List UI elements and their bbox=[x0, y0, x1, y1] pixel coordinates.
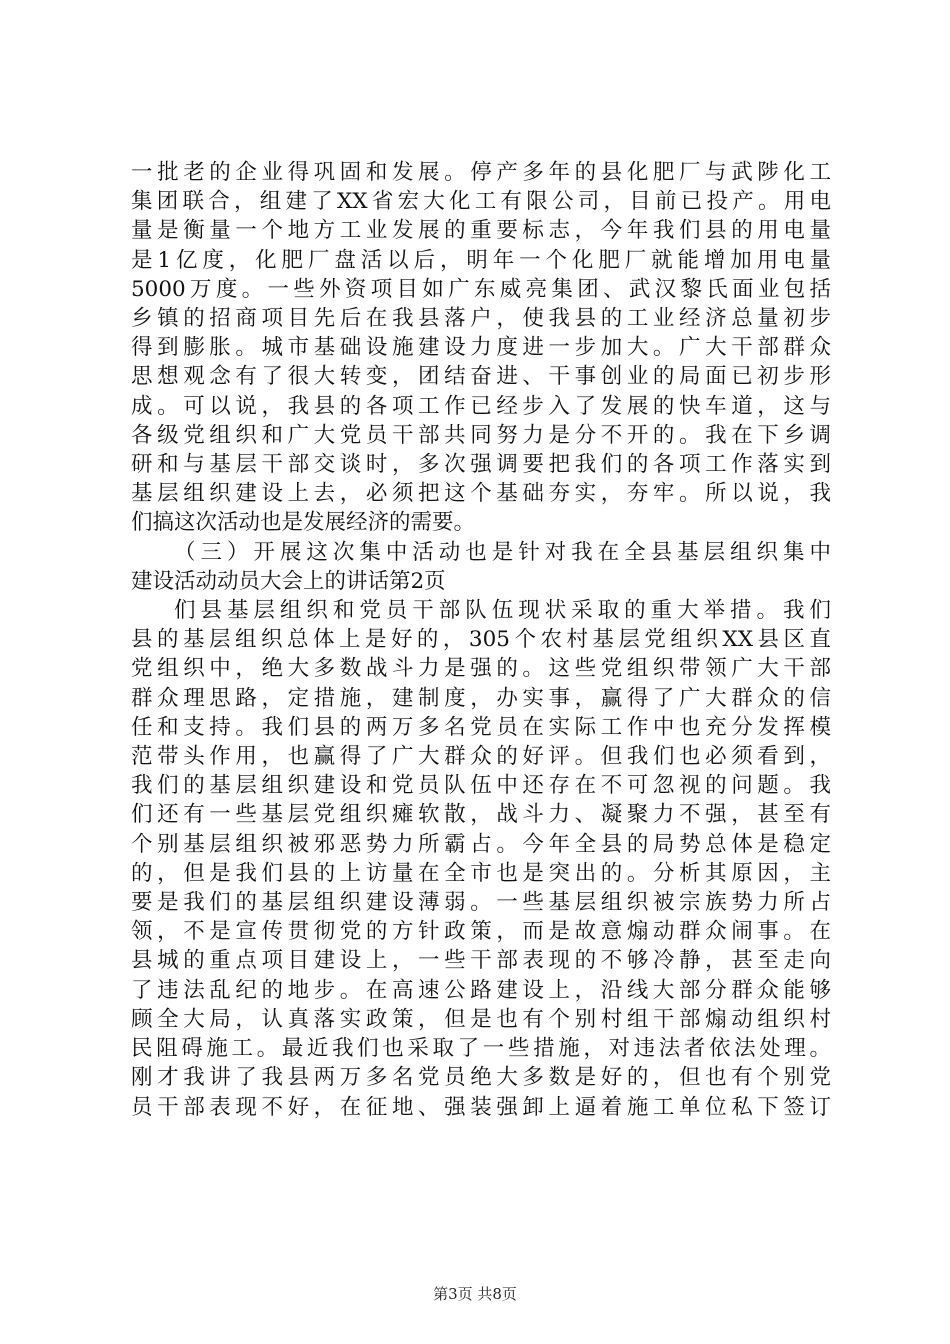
text-line: 个别基层组织被邪恶势力所霸占。今年全县的局势总体是稳定 bbox=[131, 831, 831, 857]
page-number: 第3页 共8页 bbox=[433, 1285, 517, 1303]
text-line: 各级党组织和广大党员干部共同努力是分不开的。我在下乡调 bbox=[131, 422, 831, 448]
text-line: 我们的基层组织建设和党员队伍中还存在不可忽视的问题。我 bbox=[131, 773, 831, 799]
text-line: 刚才我讲了我县两万多名党员绝大多数是好的，但也有个别党 bbox=[131, 1065, 831, 1091]
text-line: 群众理思路，定措施，建制度，办实事，赢得了广大群众的信 bbox=[131, 685, 831, 711]
text-line: 5000万度。一些外资项目如广东威亮集团、武汉黎氏面业包括 bbox=[131, 276, 831, 302]
paragraph-1 bbox=[131, 158, 831, 538]
text-line: 们还有一些基层党组织瘫软散，战斗力、凝聚力不强，甚至有 bbox=[131, 802, 831, 828]
paragraph-3 bbox=[131, 596, 831, 1122]
text-line: （三）开展这次集中活动也是针对我在全县基层组织集中 bbox=[174, 539, 831, 565]
text-line: 的，但是我们县的上访量在全市也是突出的。分析其原因，主 bbox=[131, 860, 831, 886]
text-line: 乡镇的招商项目先后在我县落户，使我县的工业经济总量初步 bbox=[131, 306, 831, 332]
text-line: 范带头作用，也赢得了广大群众的好评。但我们也必须看到， bbox=[131, 744, 831, 770]
text-line: 党组织中，绝大多数战斗力是强的。这些党组织带领广大干部 bbox=[131, 656, 831, 682]
text-line: 任和支持。我们县的两万多名党员在实际工作中也充分发挥模 bbox=[131, 714, 831, 740]
text-line: 员干部表现不好，在征地、强装强卸上逼着施工单位私下签订 bbox=[131, 1094, 831, 1120]
text-line: 思想观念有了很大转变，团结奋进、干事创业的局面已初步形 bbox=[131, 364, 831, 390]
text-line: 是1亿度，化肥厂盘活以后，明年一个化肥厂就能增加用电量 bbox=[131, 247, 831, 273]
text-line: 县的基层组织总体上是好的，305个农村基层党组织XX县区直 bbox=[131, 627, 831, 653]
text-line: 基层组织建设上去，必须把这个基础夯实，夯牢。所以说，我 bbox=[131, 481, 831, 507]
text-line: 研和与基层干部交谈时，多次强调要把我们的各项工作落实到 bbox=[131, 452, 831, 478]
text-line: 们搞这次活动也是发展经济的需要。 bbox=[131, 510, 476, 536]
text-line: 领，不是宣传贯彻党的方针政策，而是故意煽动群众闹事。在 bbox=[131, 919, 831, 945]
text-line: 们县基层组织和党员干部队伍现状采取的重大举措。我们 bbox=[174, 598, 831, 624]
text-line: 民阻碍施工。最近我们也采取了一些措施，对违法者依法处理。 bbox=[131, 1036, 831, 1062]
text-line: 了违法乱纪的地步。在高速公路建设上，沿线大部分群众能够 bbox=[131, 977, 831, 1003]
text-line: 量是衡量一个地方工业发展的重要标志，今年我们县的用电量 bbox=[131, 218, 831, 244]
text-line: 县城的重点项目建设上，一些干部表现的不够冷静，甚至走向 bbox=[131, 948, 831, 974]
text-line: 集团联合，组建了XX省宏大化工有限公司，目前已投产。用电 bbox=[131, 189, 831, 215]
text-line: 要是我们的基层组织建设薄弱。一些基层组织被宗族势力所占 bbox=[131, 890, 831, 916]
page-footer bbox=[0, 1283, 950, 1304]
text-line: 成。可以说，我县的各项工作已经步入了发展的快车道，这与 bbox=[131, 393, 831, 419]
text-line: 建设活动动员大会上的讲话第2页 bbox=[131, 568, 446, 594]
text-line: 一批老的企业得巩固和发展。停产多年的县化肥厂与武陟化工 bbox=[131, 160, 831, 185]
document-body bbox=[131, 158, 831, 1122]
text-line: 顾全大局，认真落实政策，但是也有个别村组干部煽动组织村 bbox=[131, 1006, 831, 1032]
text-line: 得到膨胀。城市基础设施建设力度进一步加大。广大干部群众 bbox=[131, 335, 831, 361]
paragraph-2 bbox=[131, 538, 831, 596]
